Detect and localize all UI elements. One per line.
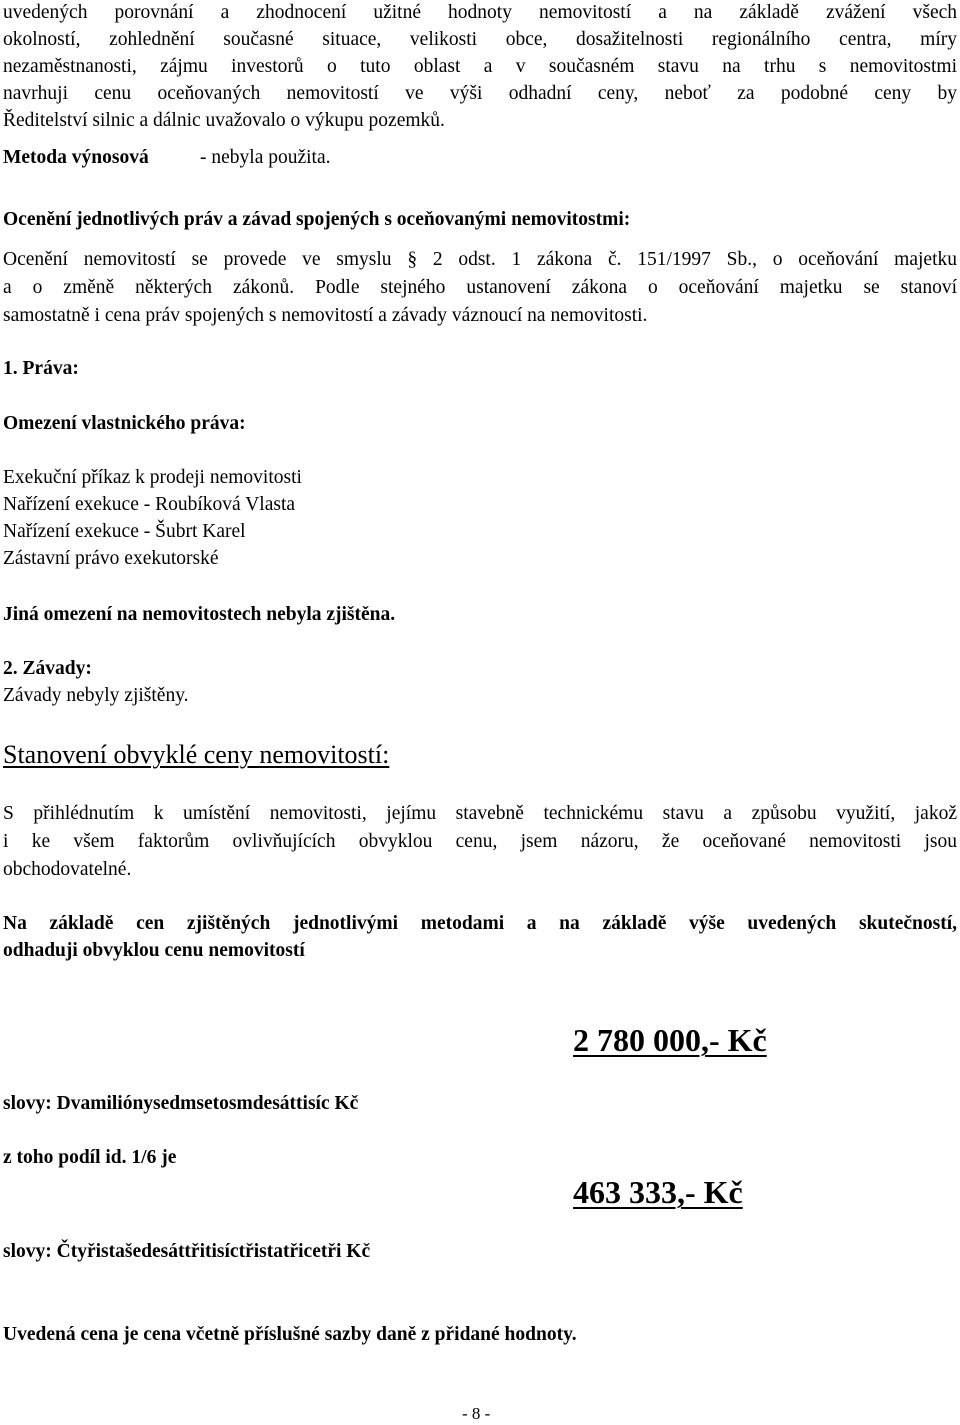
intro-line-4: navrhuji cenu oceňovaných nemovitostí ve výši odhadní ceny, neboť za podobné ceny by (3, 83, 957, 104)
rights-valuation-line-3: samostatně i cena práv spojených s nemovitostí a závady váznoucí na nemovitosti. (3, 305, 648, 326)
price-reasoning-line-3: obchodovatelné. (3, 859, 132, 880)
price-section-heading: Stanovení obvyklé ceny nemovitostí: (3, 740, 390, 769)
restriction-heading: Omezení vlastnického práva: (3, 413, 246, 434)
intro-line-2: okolností, zohlednění současné situace, velikosti obce, dosažitelnosti regionálního centra, míry (3, 29, 957, 50)
conclusion-line-1: Na základě cen zjištěných jednotlivými metodami a na základě výše uvedených skutečností, (3, 913, 957, 934)
price-reasoning-line-2: i ke všem faktorům ovlivňujících obvyklou cenu, jsem názoru, že oceňované nemovitosti jsou (3, 831, 957, 852)
defects-text: Závady nebyly zjištěny. (3, 685, 189, 706)
restriction-item: Nařízení exekuce - Šubrt Karel (3, 521, 246, 542)
page-number: - 8 - (462, 1404, 491, 1423)
share-label: z toho podíl id. 1/6 je (3, 1147, 177, 1168)
income-method-label: Metoda výnosová (3, 147, 149, 168)
defects-heading: 2. Závady: (3, 658, 92, 679)
total-price-words: slovy: Dvamiliónysedmsetosmdesáttisíc Kč (3, 1093, 359, 1114)
restriction-item: Exekuční příkaz k prodeji nemovitosti (3, 467, 302, 488)
intro-line-5: Ředitelství silnic a dálnic uvažovalo o výkupu pozemků. (3, 110, 445, 131)
rights-valuation-line-2: a o změně některých zákonů. Podle stejného ustanovení zákona o oceňování majetku se stanoví (3, 277, 957, 298)
rights-valuation-line-1: Ocenění nemovitostí se provede ve smyslu § 2 odst. 1 zákona č. 151/1997 Sb., o oceňování majetku (3, 249, 957, 270)
share-price: 463 333,- Kč (573, 1174, 743, 1210)
intro-line-3: nezaměstnanosti, zájmu investorů o tuto oblast a v současném stavu na trhu s nemovitostmi (3, 56, 957, 77)
price-reasoning-line-1: S přihlédnutím k umístění nemovitosti, jejímu stavebně technickému stavu a způsobu využití, jakož (3, 803, 957, 824)
vat-note: Uvedená cena je cena včetně příslušné sazby daně z přidané hodnoty. (3, 1324, 577, 1345)
restriction-item: Nařízení exekuce - Roubíková Vlasta (3, 494, 296, 515)
income-method-value: - nebyla použita. (200, 147, 331, 168)
intro-line-1: uvedených porovnání a zhodnocení užitné hodnoty nemovitostí a na základě zvážení všech (3, 2, 957, 23)
total-price: 2 780 000,- Kč (573, 1022, 767, 1058)
rights-heading: 1. Práva: (3, 358, 79, 379)
share-price-words: slovy: Čtyřistašedesáttřitisíctřistatřicetři Kč (3, 1241, 371, 1262)
rights-valuation-heading: Ocenění jednotlivých práv a závad spojených s oceňovanými nemovitostmi: (3, 209, 631, 230)
conclusion-line-2: odhaduji obvyklou cenu nemovitostí (3, 940, 305, 961)
restriction-item: Zástavní právo exekutorské (3, 548, 219, 569)
other-restrictions-note: Jiná omezení na nemovitostech nebyla zjištěna. (3, 604, 396, 625)
